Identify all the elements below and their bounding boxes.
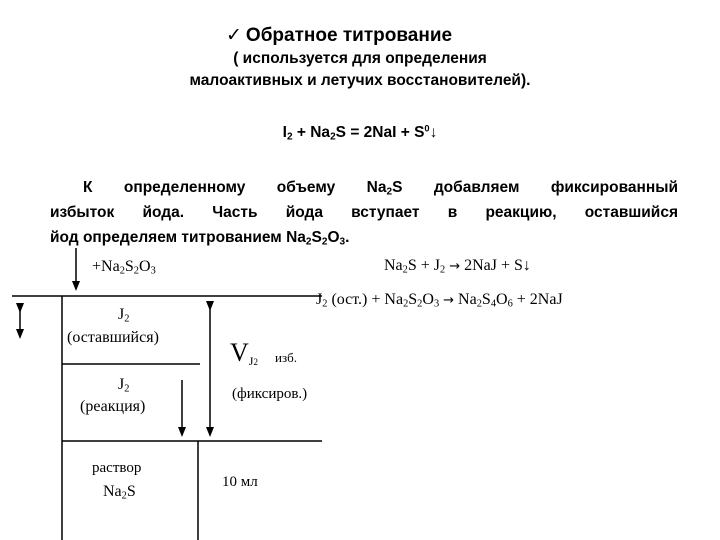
reaction-equation-2: $J_2$ $(ост.) + Na_2S_2O_3 \to Na_2S_4O_6 + 2NaJ$ xyxy=(316,291,563,310)
solution-label: раствор xyxy=(92,460,142,476)
solution-formula: $Na_2S$ xyxy=(103,483,136,502)
subtitle-line-2: малоактивных и летучих восстановителей). xyxy=(189,72,531,89)
title-text: Обратное титрование xyxy=(245,25,453,46)
reacted-iodine-formula: $J_2$ xyxy=(118,376,130,395)
reaction-arrow-icon: → xyxy=(449,259,461,274)
paragraph-line-3: йод определяем титрованием $Na_2S_2O_3$. xyxy=(50,229,350,248)
checkmark-icon: ✓ xyxy=(226,25,242,46)
remaining-iodine-label: (оставшийся) xyxy=(67,329,159,346)
volume-symbol: VJ2 xyxy=(230,338,258,368)
main-equation: $I_2 + Na_2S = 2NaI$ + $S^0↓$ xyxy=(282,123,438,143)
solution-volume-label: 10 мл xyxy=(222,474,258,490)
titrant-label: $+Na_2S_2O_3$ xyxy=(92,258,156,277)
precipitate-arrow-icon: ↓ xyxy=(429,124,438,141)
paragraph-line-1: К определенному объему $Na_2S$ добавляем фиксированный xyxy=(83,179,679,198)
paragraph-line-2: избыток йода. Часть йода вступает в реакцию, оставшийся xyxy=(50,204,678,221)
subtitle-line-1: ( используется для определения xyxy=(233,50,487,67)
remaining-iodine-formula: $J_2$ xyxy=(118,306,130,325)
volume-excess-label: изб. xyxy=(275,350,297,365)
reaction-arrow-icon: → xyxy=(443,293,455,308)
reacted-iodine-label: (реакция) xyxy=(80,398,146,415)
reaction-equation-1: $Na_2S + J_2 \to 2NaJ$ + S↓ xyxy=(384,257,531,276)
volume-fixed-label: (фиксиров.) xyxy=(232,386,308,402)
